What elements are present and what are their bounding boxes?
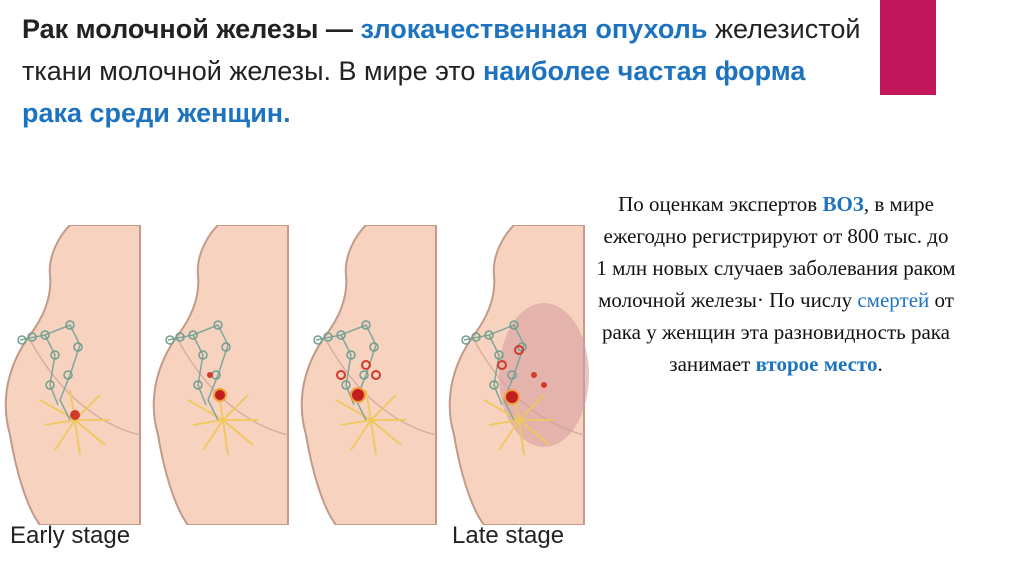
heading-text: железистой ткани молочной железы. В мире это [22, 14, 861, 86]
heading-highlight-definition: злокачественная опухоль [360, 14, 708, 44]
breast-diagram-stage-3 [302, 225, 436, 525]
second-place-highlight: второе место [755, 352, 878, 376]
side-text-part: По оценкам экспертов [618, 192, 823, 216]
slide-heading [22, 8, 872, 134]
breast-diagram-stage-4 [450, 225, 589, 525]
early-stage-label: Early stage [10, 522, 131, 549]
side-text-part: от рака у женщин эта разновидность рака занимает [601, 288, 954, 376]
deaths-highlight: смертей [857, 288, 930, 312]
side-text-part: , в мире ежегодно регистрируют от 800 тыс. до 1 млн новых случаев заболевания раком молочной железы· По числу [596, 192, 956, 312]
cancer-stages-illustration [0, 225, 600, 525]
heading-highlight-frequency: наиболее частая форма рака среди женщин. [22, 56, 806, 128]
heading-dash: — [318, 14, 361, 44]
breast-diagram-stage-1 [6, 225, 140, 525]
accent-bar [880, 0, 936, 95]
side-text-part: . [877, 352, 883, 376]
late-stage-label: Late stage [452, 522, 565, 549]
who-highlight: ВОЗ [822, 192, 864, 216]
heading-term: Рак молочной железы [22, 14, 319, 44]
who-statistics-paragraph [596, 188, 956, 380]
breast-diagram-stage-2 [154, 225, 288, 525]
